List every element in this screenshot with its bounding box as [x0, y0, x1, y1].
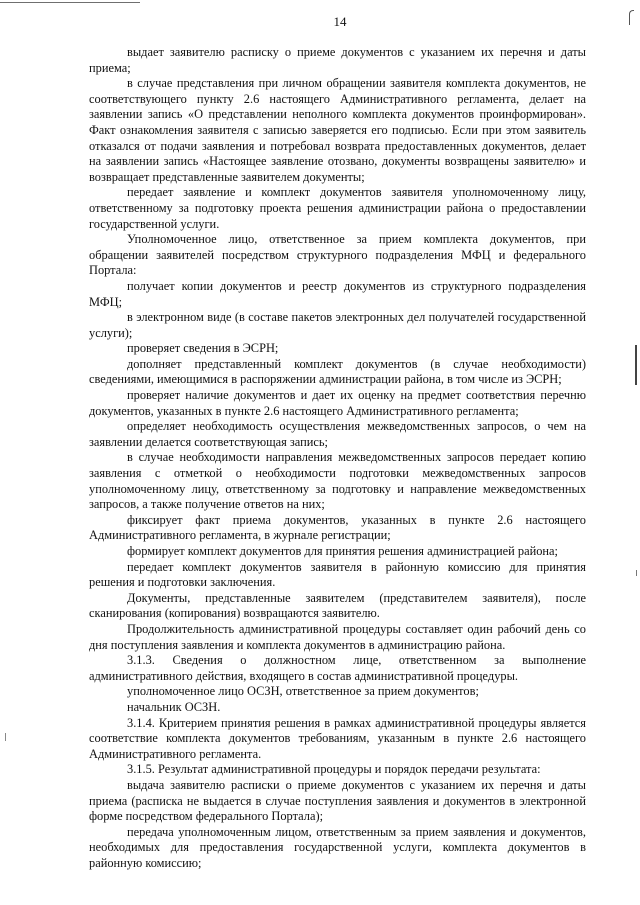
paragraph: проверяет сведения в ЭСРН; [127, 341, 279, 356]
paragraph: в случае необходимости направления межведомственных запросов передает копию заявления с отметкой о необходимости подготовки межведомственных запросов уполномоченному лицу, ответственному за подготовку и направление межведомственных запросов, а также получение ответов на них; [89, 450, 586, 512]
paragraph: определяет необходимость осуществления межведомственных запросов, о чем на заявлении делается соответствующая запись; [89, 419, 586, 449]
paragraph: Продолжительность административной процедуры составляет один рабочий день со дня поступления заявления и комплекта документов в администрацию района. [89, 621, 586, 652]
paragraph: начальник ОСЗН. [127, 699, 221, 714]
paragraph: 3.1.3. Сведения о должностном лице, ответственном за выполнение административного действия, входящего в состав административной процедуры. [89, 653, 586, 683]
scan-artifact-mark [636, 570, 637, 576]
paragraph: в случае представления при личном обращении заявителя комплекта документов, не соответствующего пункту 2.6 настоящего Административного регламента, делает на заявлении запись «О представлении неполного комплекта документов проинформирован». Факт ознакомления заявителя с записью заверяется его подписью. Если при этом заявитель отказался от подачи заявления и потребовал возврата предоставленных документов, делает на заявлении запись «Настоящее заявление отозвано, документы возвращены заявителю» и возвращает представленные заявителем документы; [89, 76, 586, 184]
paragraph: выдача заявителю расписки о приеме документов с указанием их перечня и даты приема (расписка не выдается в случае поступления заявления и документов в электронной форме посредством федерального Портала); [89, 777, 586, 824]
paragraph: фиксирует факт приема документов, указанных в пункте 2.6 настоящего Административного регламента, в журнале регистрации; [89, 512, 586, 543]
page-number: 14 [333, 14, 347, 29]
paragraph: в электронном виде (в составе пакетов электронных дел получателей государственной услуги); [89, 310, 586, 340]
paragraph: выдает заявителю расписку о приеме документов с указанием их перечня и даты приема; [89, 45, 586, 75]
paragraph: дополняет представленный комплект документов (в случае необходимости) сведениями, имеющимися в распоряжении администрации района, в том числе из ЭСРН; [89, 356, 586, 387]
paragraph: Документы, представленные заявителем (представителем заявителя), после сканирования (копирования) возвращаются заявителю. [89, 590, 586, 621]
paragraph: 3.1.4. Критерием принятия решения в рамках административной процедуры является соответствие комплекта документов требованиям, указанным в пункте 2.6 настоящего Административного регламента. [89, 715, 586, 761]
paragraph: получает копии документов и реестр документов из структурного подразделения МФЦ; [89, 278, 586, 309]
paragraph: передача уполномоченным лицом, ответственным за прием заявления и документов, необходимых для предоставления государственной услуги, комплекта документов в районную комиссию; [89, 824, 586, 870]
scan-artifact-mark [5, 733, 6, 741]
paragraph: передает комплект документов заявителя в районную комиссию для принятия решения и подготовки заключения. [89, 559, 586, 590]
paragraph: Уполномоченное лицо, ответственное за прием комплекта документов, при обращении заявителей посредством структурного подразделения МФЦ и федерального Портала: [89, 232, 586, 278]
scan-artifact-line [0, 2, 140, 3]
paragraph: передает заявление и комплект документов заявителя уполномоченному лицу, ответственному за подготовку проекта решения администрации района о предоставлении государственной услуги. [89, 185, 586, 231]
paragraph: формирует комплект документов для принятия решения администрацией района; [127, 544, 558, 558]
paragraph: уполномоченное лицо ОСЗН, ответственное за прием документов; [127, 684, 479, 699]
scan-artifact-mark [635, 345, 637, 385]
paragraph: проверяет наличие документов и дает их оценку на предмет соответствия перечню документов, указанных в пункте 2.6 настоящего Административного регламента; [89, 388, 586, 418]
paragraph: 3.1.5. Результат административной процедуры и порядок передачи результата: [127, 762, 541, 777]
document-body [89, 45, 586, 871]
